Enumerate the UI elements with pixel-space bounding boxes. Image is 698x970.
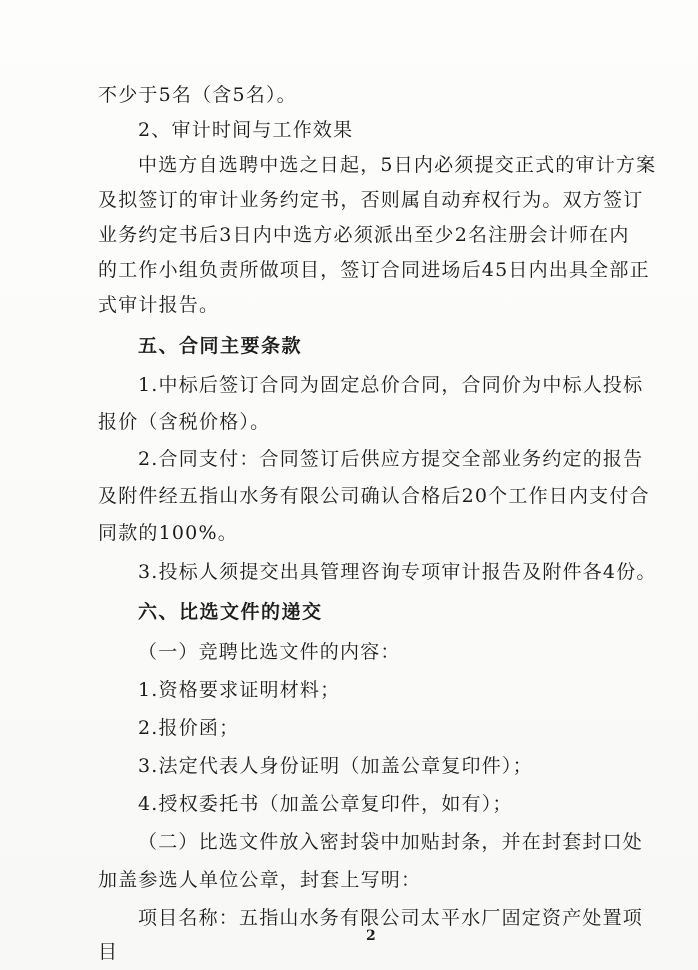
- text-line: 加盖参选人单位公章，封套上写明：: [98, 869, 422, 891]
- text-line: 3.投标人须提交出具管理咨询专项审计报告及附件各4份。: [138, 561, 657, 583]
- text-line: 2.合同支付：合同签订后供应方提交全部业务约定的报告: [138, 448, 644, 470]
- text-line: 及拟签订的审计业务约定书，否则属自动弃权行为。双方签订: [98, 189, 644, 211]
- text-line: 的工作小组负责所做项目，签订合同进场后45日内出具全部正: [98, 259, 650, 281]
- text-line: 不少于5名（含5名）。: [98, 84, 297, 106]
- text-line: 2.报价函；: [138, 717, 240, 739]
- text-line: 3.法定代表人身份证明（加盖公章复印件）；: [138, 755, 533, 777]
- text-line: 式审计报告。: [98, 294, 220, 316]
- text-line: 目: [98, 941, 119, 963]
- page-number: 2: [366, 928, 376, 944]
- text-line: 报价（含税价格）。: [98, 411, 271, 433]
- section-heading-5: 五、合同主要条款: [138, 335, 303, 357]
- text-line: 4.授权委托书（加盖公章复印件，如有）；: [138, 793, 513, 815]
- text-line: 项目名称：五指山水务有限公司太平水厂固定资产处置项: [138, 907, 644, 929]
- section-heading-6: 六、比选文件的递交: [138, 601, 323, 623]
- text-line: 业务约定书后3日内中选方必须派出至少2名注册会计师在内: [98, 224, 630, 246]
- text-line: 同款的100%。: [98, 522, 238, 544]
- section-subheading: 2、审计时间与工作效果: [138, 119, 354, 141]
- text-line: 1.中标后签订合同为固定总价合同，合同价为中标人投标: [138, 374, 644, 396]
- text-line: 中选方自选聘中选之日起，5日内必须提交正式的审计方案: [138, 154, 657, 176]
- text-line: （二）比选文件放入密封袋中加贴封条，并在封套封口处: [138, 831, 644, 853]
- text-line: 1.资格要求证明材料；: [138, 679, 341, 701]
- text-line: （一）竞聘比选文件的内容：: [138, 641, 401, 663]
- text-line: 及附件经五指山水务有限公司确认合格后20个工作日内支付合: [98, 485, 650, 507]
